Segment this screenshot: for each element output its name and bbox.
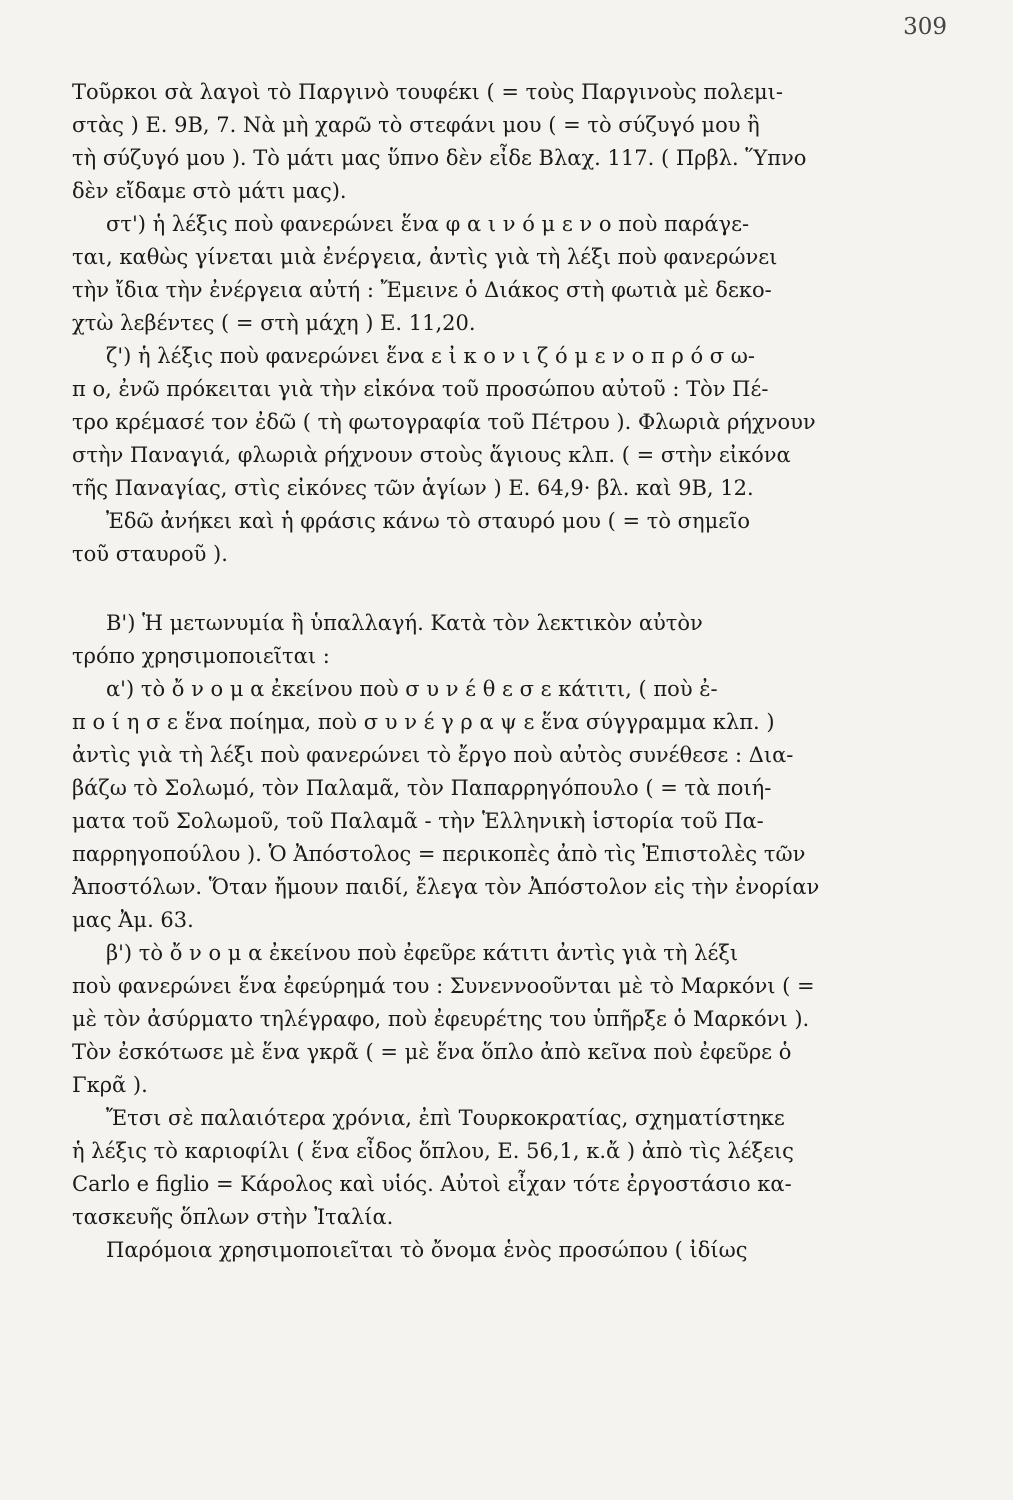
section-heading: Β') Ἡ μετωνυμία ἢ ὑπαλλαγή. Κατὰ τὸν λεκτικὸν αὐτὸν — [106, 611, 703, 635]
text-line: δὲν εἴδαμε στὸ μάτι μας). — [72, 179, 347, 203]
text-line: ἡ λέξις τὸ καριοφίλι ( ἕνα εἶδος ὅπλου, Ε. 56,1, κ.ἄ ) ἀπὸ τὶς λέξεις — [72, 1139, 794, 1163]
text-line: π ο, ἐνῶ πρόκειται γιὰ τὴν εἰκόνα τοῦ προσώπου αὐτοῦ : Τὸν Πέ- — [72, 377, 769, 401]
text-line: μὲ τὸν ἀσύρματο τηλέγραφο, ποὺ ἐφευρέτης του ὑπῆρξε ὁ Μαρκόνι ). — [72, 1007, 810, 1031]
text-line: ζ') ἡ λέξις ποὺ φανερώνει ἕνα ε ἰ κ ο ν ι ζ ό μ ε ν ο π ρ ό σ ω- — [106, 344, 756, 368]
text-line: τασκευῆς ὅπλων στὴν Ἰταλία. — [72, 1205, 394, 1229]
text-line: Τὸν ἐσκότωσε μὲ ἕνα γκρᾶ ( = μὲ ἕνα ὅπλο ἀπὸ κεῖνα ποὺ ἐφεῦρε ὁ — [72, 1040, 792, 1064]
text-line: τρόπο χρησιμοποιεῖται : — [72, 644, 330, 668]
body-text — [72, 76, 912, 1267]
text-line: τὴν ἴδια τὴν ἐνέργεια αὐτή : Ἔμεινε ὁ Διάκος στὴ φωτιὰ μὲ δεκο- — [72, 278, 772, 302]
text-line: Carlo e figlio = Κάρολος καὶ υἱός. Αὐτοὶ εἶχαν τότε ἐργοστάσιο κα- — [72, 1172, 792, 1196]
text-line: ποὺ φανερώνει ἕνα ἐφεύρημά του : Συνεννοοῦνται μὲ τὸ Μαρκόνι ( = — [72, 974, 815, 998]
text-line: βάζω τὸ Σολωμό, τὸν Παλαμᾶ, τὸν Παπαρρηγόπουλο ( = τὰ ποιή- — [72, 776, 772, 800]
text-line: Γκρᾶ ). — [72, 1073, 148, 1097]
text-line: α') τὸ ὄ ν ο μ α ἐκείνου ποὺ σ υ ν έ θ ε σ ε κάτιτι, ( ποὺ ἐ- — [106, 677, 718, 701]
text-line: ματα τοῦ Σολωμοῦ, τοῦ Παλαμᾶ - τὴν Ἑλληνικὴ ἱστορία τοῦ Πα- — [72, 809, 764, 833]
text-line: β') τὸ ὄ ν ο μ α ἐκείνου ποὺ ἐφεῦρε κάτιτι ἀντὶς γιὰ τὴ λέξι — [106, 941, 739, 965]
text-line: στὰς ) Ε. 9Β, 7. Νὰ μὴ χαρῶ τὸ στεφάνι μου ( = τὸ σύζυγό μου ἢ — [72, 113, 760, 137]
text-line: παρρηγοπούλου ). Ὁ Ἀπόστολος = περικοπὲς ἀπὸ τὶς Ἐπιστολὲς τῶν — [72, 842, 806, 866]
text-line: μας Ἀμ. 63. — [72, 908, 194, 932]
text-line: τῆς Παναγίας, στὶς εἰκόνες τῶν ἁγίων ) Ε. 64,9· βλ. καὶ 9Β, 12. — [72, 476, 754, 500]
page-number: 309 — [903, 14, 947, 40]
text-line: Ἐδῶ ἀνήκει καὶ ἡ φράσις κάνω τὸ σταυρό μου ( = τὸ σημεῖο — [106, 509, 751, 533]
text-line: τρο κρέμασέ τον ἐδῶ ( τὴ φωτογραφία τοῦ Πέτρου ). Φλωριὰ ρήχνουν — [72, 410, 816, 434]
text-line: Παρόμοια χρησιμοποιεῖται τὸ ὄνομα ἑνὸς προσώπου ( ἰδίως — [106, 1238, 748, 1262]
text-line: Τοῦρκοι σὰ λαγοὶ τὸ Παργινὸ τουφέκι ( = τοὺς Παργινοὺς πολεμι- — [72, 80, 783, 104]
text-line: π ο ί η σ ε ἕνα ποίημα, ποὺ σ υ ν έ γ ρ α ψ ε ἕνα σύγγραμμα κλπ. ) — [72, 710, 775, 734]
text-line: τοῦ σταυροῦ ). — [72, 542, 228, 566]
text-line: Ἔτσι σὲ παλαιότερα χρόνια, ἐπὶ Τουρκοκρατίας, σχηματίστηκε — [106, 1106, 785, 1130]
section-gap — [72, 571, 912, 607]
text-line: στὴν Παναγιά, φλωριὰ ρήχνουν στοὺς ἅγιους κλπ. ( = στὴν εἰκόνα — [72, 443, 791, 467]
text-line: χτὼ λεβέντες ( = στὴ μάχη ) Ε. 11,20. — [72, 311, 476, 335]
text-line: Ἀποστόλων. Ὅταν ἤμουν παιδί, ἔλεγα τὸν Ἀπόστολον εἰς τὴν ἐνορίαν — [72, 875, 820, 899]
text-line: ἀντὶς γιὰ τὴ λέξι ποὺ φανερώνει τὸ ἔργο ποὺ αὐτὸς συνέθεσε : Δια- — [72, 743, 794, 767]
text-line: τὴ σύζυγό μου ). Τὸ μάτι μας ὕπνο δὲν εἶδε Βλαχ. 117. ( Πρβλ. Ὕπνο — [72, 146, 807, 170]
text-line: στ') ἡ λέξις ποὺ φανερώνει ἕνα φ α ι ν ό μ ε ν ο ποὺ παράγε- — [106, 212, 750, 236]
text-line: ται, καθὼς γίνεται μιὰ ἐνέργεια, ἀντὶς γιὰ τὴ λέξι ποὺ φανερώνει — [72, 245, 778, 269]
